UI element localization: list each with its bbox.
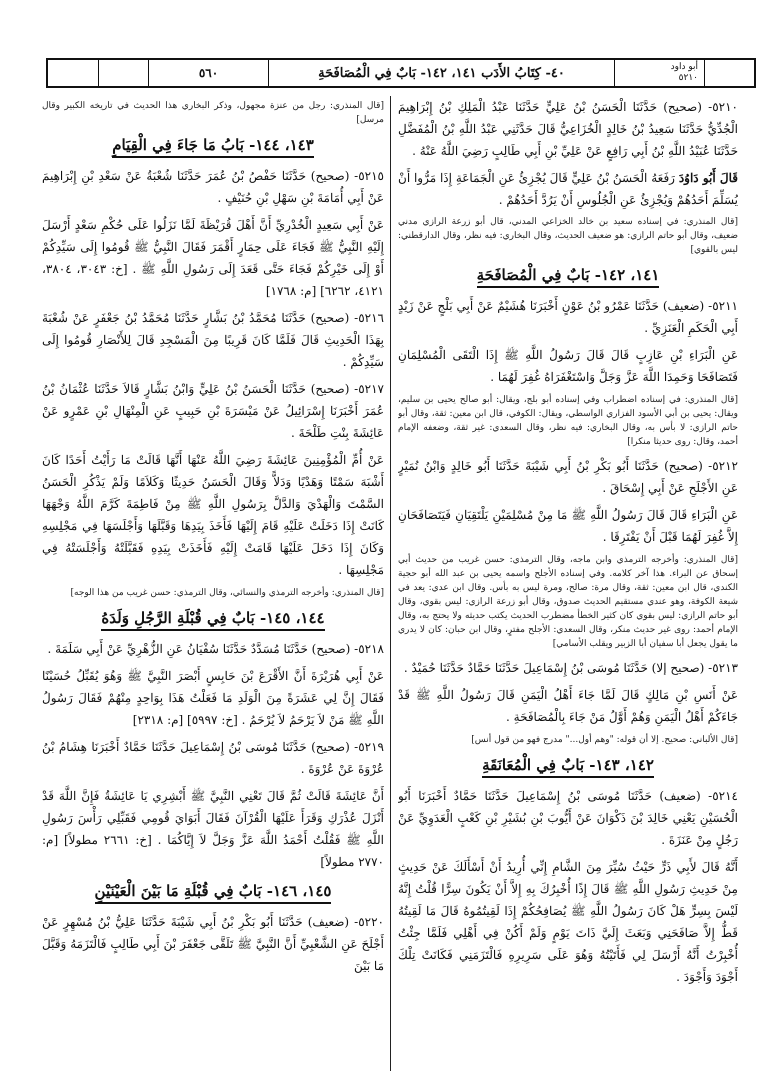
hadith-5217-text: عَنْ أُمِّ الْمُؤْمِنِينَ عَائِشَةَ رَضِيَ اللَّهُ عَنْهَا أَنَّهَا قَالَتْ مَا رَأَيْتُ أَحَدًا كَانَ أَشْبَهَ سَمْتًا وَهَدْيًا وَدَلاًّ وَقَالَ الْحَسَنُ حَدِيثًا وَكَلاَمًا وَلَمْ يَذْكُرِ الْحَسَنُ السَّمْتَ وَالْهَدْيَ وَالدَّلَّ بِرَسُولِ اللَّهِ ﷺ مِنْ فَاطِمَةَ كَرَّمَ اللَّهُ وَجْهَهَا كَانَتْ إِذَا دَخَلَتْ عَلَيْهِ قَامَ إِلَيْهَا فَأَخَذَ بِيَدِهَا وَقَبَّلَهَا وَأَجْلَسَهَا فِي مَجْلِسِهِ وَكَانَ إِذَا دَخَلَ عَلَيْهَا قَامَتْ إِلَيْهِ فَأَخَذَتْ بِيَدِهِ فَقَبَّلَتْهُ وَأَجْلَسَتْهُ فِي مَجْلِسِهَا . (42, 453, 384, 577)
hadith-5213-text: عَنْ أَنَسِ بْنِ مَالِكٍ قَالَ لَمَّا جَاءَ أَهْلُ الْيَمَنِ قَالَ رَسُولُ اللَّهِ ﷺ قَدْ جَاءَكُمْ أَهْلُ الْيَمَنِ وَهُمْ أَوَّلُ مَنْ جَاءَ بِالْمُصَافَحَةِ . (398, 688, 738, 724)
note-5212: [قال المنذري: وأخرجه الترمذي وابن ماجه، وقال الترمذي: حسن غريب من حديث أبي إسحاق عن البراء. هذا آخر كلامه. وفي إسناده الأجلح واسمه يحيى بن عبد الله أبو حجية الكندي، قال ابن معين: ثقة، وقال مرة: صالح، ومرة ليس به بأس. وقال ابن عدي: يعد في شيعة الكوفة، وهو عندي مستقيم الحديث صدوق، وقال أبو زرعة الرازي: ليس بقوي، وقال أبو حاتم الرازي: ليس بقوي كان كثير الخطأ مضطرب الحديث يكتب حديثه ولا يحتج به، وقال الإمام أحمد: روى غير حديث منكر، وقال السعدي: الأجلح مفترٍ، وقال ابن حبان: كان لا يدري ما يقول يجعل أبا سفيان أبا الزبير ويقلب الأسامي] (398, 555, 738, 649)
hadith-5216: ٥٢١٦- (صحيح) حَدَّثَنَا مُحَمَّدُ بْنُ بَشَّارٍ حَدَّثَنَا مُحَمَّدُ بْنُ جَعْفَرٍ عَنْ شُعْبَةَ بِهَذَا الْحَدِيثِ قَالَ فَلَمَّا كَانَ قَرِيبًا مِنَ الْمَسْجِدِ قَالَ لِلأَنْصَارِ قُومُوا إِلَى سَيِّدِكُمْ . (42, 311, 384, 369)
header-box-left-1 (98, 60, 148, 86)
hadith-5210-chain: ٥٢١٠- (صحيح) حَدَّثَنَا الْحَسَنُ بْنُ عَلِيٍّ حَدَّثَنَا عَبْدُ الْمَلِكِ بْنُ إِبْرَاهِيمَ الْجُدِّيُّ حَدَّثَنَا سَعِيدُ بْنُ خَالِدٍ الْخُزَاعِيُّ قَالَ حَدَّثَنِي عَبْدُ اللَّهِ بْنُ الْمُفَضَّلِ حَدَّثَنَا عُبَيْدُ اللَّهِ بْنُ أَبِي رَافِعٍ عَنْ عَلِيِّ بْنِ أَبِي طَالِبٍ رَضِيَ اللَّهُ عَنْهُ . (398, 100, 738, 158)
abu-dawud-text: رَفَعَهُ الْحَسَنُ بْنُ عَلِيٍّ قَالَ يُجْزِئُ عَنِ الْجَمَاعَةِ إِذَا مَرُّوا أَنْ يُسَلِّمَ أَحَدُهُمْ وَيُجْزِئُ عَنِ الْجُلُوسِ أَنْ يَرُدَّ أَحَدُهُمْ . (398, 171, 738, 207)
hadith-5211-chain: ٥٢١١- (ضعيف) حَدَّثَنَا عَمْرُو بْنُ عَوْنٍ أَخْبَرَنَا هُشَيْمٌ عَنْ أَبِي بَلْجٍ عَنْ زَيْدٍ أَبِي الْحَكَمِ الْعَنَزِيِّ . (398, 299, 738, 335)
chapter-heading-kissing-forehead (42, 879, 384, 903)
abu-dawud-comment (398, 167, 738, 211)
chapter-heading-handshake (398, 263, 738, 287)
chapter-heading-text: ١٤٥، ١٤٦- بَابٌ فِي قُبْلَةِ مَا بَيْنَ الْعَيْنَيْنِ (95, 882, 332, 904)
header-box-left-2 (48, 60, 98, 86)
hadith-5215-text: عَنْ أَبِي سَعِيدٍ الْخُدْرِيِّ أَنَّ أَهْلَ قُرَيْظَةَ لَمَّا نَزَلُوا عَلَى حُكْمِ سَعْدٍ أَرْسَلَ إِلَيْهِ النَّبِيُّ ﷺ فَجَاءَ عَلَى حِمَارٍ أَقْمَرَ فَقَالَ النَّبِيُّ ﷺ قُومُوا إِلَى سَيِّدِكُمْ أَوْ إِلَى خَيْرِكُمْ فَجَاءَ حَتَّى قَعَدَ إِلَى رَسُولِ اللَّهِ ﷺ . [خ: ٣٠٤٣، ٣٨٠٤، ٤١٢١، ٦٢٦٢] [م: ١٧٦٨] (42, 218, 384, 298)
hadith-5217-chain: ٥٢١٧- (صحيح) حَدَّثَنَا الْحَسَنُ بْنُ عَلِيٍّ وَابْنُ بَشَّارٍ قَالاَ حَدَّثَنَا عُثْمَانُ بْنُ عُمَرَ أَخْبَرَنَا إِسْرَائِيلُ عَنْ مَيْسَرَةَ بْنِ حَبِيبٍ عَنِ الْمِنْهَالِ بْنِ عَمْرٍو عَنْ عَائِشَةَ بِنْتِ طَلْحَةَ . (42, 382, 384, 440)
hadith-5218-chain: ٥٢١٨- (صحيح) حَدَّثَنَا مُسَدَّدٌ حَدَّثَنَا سُفْيَانُ عَنِ الزُّهْرِيِّ عَنْ أَبِي سَلَمَةَ . (47, 642, 384, 656)
note-5217: [قال المنذري: وأخرجه الترمذي والنسائي، وقال الترمذي: حسن غريب من هذا الوجه] (70, 588, 384, 598)
chapter-heading-standing (42, 133, 384, 157)
column-divider (390, 96, 391, 1071)
note-5211: [قال المنذري: في إسناده اضطراب وفي إسناده أبو بلج، ويقال: أبو صالح يحيى بن سليم، ويقال: يحيى بن أبي الأسود الفزاري الواسطي، ويقال: الكوفي، قال ابن معين: ثقة، وقال أبو حاتم الرازي: لا بأس به، وقال البخاري: فيه نظر، وقال السعدي: غير ثقة، وضعفه الإمام أحمد، وقال: روى حديثا منكرا] (398, 395, 738, 447)
header-hadith-range: ٥٢١٠ (678, 73, 698, 83)
chapter-heading-text: ١٤٢، ١٤٣- بَابٌ فِي الْمُعَانَقَةِ (482, 756, 654, 778)
hadith-5218-text: عَنْ أَبِي هُرَيْرَةَ أَنَّ الأَقْرَعَ بْنَ حَابِسٍ أَبْصَرَ النَّبِيَّ ﷺ وَهُوَ يُقَبِّلُ حُسَيْنًا فَقَالَ إِنَّ لِي عَشَرَةً مِنَ الْوَلَدِ مَا فَعَلْتُ هَذَا بِوَاحِدٍ مِنْهُمْ فَقَالَ رَسُولُ اللَّهِ ﷺ مَنْ لاَ يَرْحَمُ لاَ يُرْحَمُ . [خ: ٥٩٩٧] [م: ٢٣١٨] (42, 669, 384, 727)
header-box-right (704, 60, 754, 86)
chapter-heading-text: ١٤١، ١٤٢- بَابٌ فِي الْمُصَافَحَةِ (477, 266, 660, 288)
hadith-5220: ٥٢٢٠- (ضعيف) حَدَّثَنَا أَبُو بَكْرِ بْنُ أَبِي شَيْبَةَ حَدَّثَنَا عَلِيُّ بْنُ مُسْهِرٍ عَنْ أَجْلَحَ عَنِ الشَّعْبِيِّ أَنَّ النَّبِيَّ ﷺ تَلَقَّى جَعْفَرَ بْنَ أَبِي طَالِبٍ فَالْتَزَمَهُ وَقَبَّلَ مَا بَيْنَ (42, 915, 384, 973)
chapter-heading-text: ١٤٣، ١٤٤- بَابُ مَا جَاءَ فِي الْقِيَامِ (112, 136, 314, 158)
hadith-5214-text: أَنَّهُ قَالَ لأَبِي ذَرٍّ حَيْثُ سُيِّرَ مِنَ الشَّامِ إِنِّي أُرِيدُ أَنْ أَسْأَلَكَ عَنْ حَدِيثٍ مِنْ حَدِيثِ رَسُولِ اللَّهِ ﷺ قَالَ إِذًا أُخْبِرُكَ بِهِ إِلاَّ أَنْ يَكُونَ سِرًّا قُلْتُ إِنَّهُ لَيْسَ بِسِرٍّ هَلْ كَانَ رَسُولُ اللَّهِ ﷺ يُصَافِحُكُمْ إِذَا لَقِيتُمُوهُ قَالَ مَا لَقِيتُهُ قَطُّ إِلاَّ صَافَحَنِي وَبَعَثَ إِلَيَّ ذَاتَ يَوْمٍ وَلَمْ أَكُنْ فِي أَهْلِي فَلَمَّا جِئْتُ أُخْبِرْتُ أَنَّهُ أَرْسَلَ لِي فَأَتَيْتُهُ وَهُوَ عَلَى سَرِيرِهِ فَالْتَزَمَنِي فَكَانَتْ تِلْكَ أَجْوَدَ وَأَجْوَدَ . (398, 860, 738, 984)
note-5213: [قال الألباني: صحيح. إلا أن قوله: "وهم أول..." مدرج فهو من قول أنس] (471, 735, 738, 745)
chapter-heading-kissing-child (42, 606, 384, 630)
abu-dawud-lead: قَالَ أَبُو دَاوُدَ (678, 171, 738, 185)
hadith-5214-chain: ٥٢١٤- (ضعيف) حَدَّثَنَا مُوسَى بْنُ إِسْمَاعِيلَ حَدَّثَنَا حَمَّادٌ أَخْبَرَنَا أَبُو الْحُسَيْنِ يَعْنِي خَالِدَ بْنَ ذَكْوَانَ عَنْ أَيُّوبَ بْنِ بُشَيْرِ بْنِ كَعْبٍ الْعَدَوِيِّ عَنْ رَجُلٍ مِنْ عَنَزَةَ . (398, 789, 738, 847)
hadith-5212-text: عَنِ الْبَرَاءِ قَالَ قَالَ رَسُولُ اللَّهِ ﷺ مَا مِنْ مُسْلِمَيْنِ يَلْتَقِيَانِ فَيَتَصَافَحَانِ إِلاَّ غُفِرَ لَهُمَا قَبْلَ أَنْ يَفْتَرِقَا . (398, 508, 738, 544)
hadith-5212-chain: ٥٢١٢- (صحيح) حَدَّثَنَا أَبُو بَكْرِ بْنُ أَبِي شَيْبَةَ حَدَّثَنَا أَبُو خَالِدٍ وَابْنُ نُمَيْرٍ عَنِ الأَجْلَحِ عَنْ أَبِي إِسْحَاقَ . (398, 459, 738, 495)
header-book-name: أبو داود (670, 62, 698, 72)
chapter-heading-embrace (398, 753, 738, 777)
hadith-5215-chain: ٥٢١٥- (صحيح) حَدَّثَنَا حَفْصُ بْنُ عُمَرَ حَدَّثَنَا شُعْبَةُ عَنْ سَعْدِ بْنِ إِبْرَاهِيمَ عَنْ أَبِي أُمَامَةَ بْنِ سَهْلِ بْنِ حُنَيْفٍ . (42, 169, 384, 205)
page-number: ٥٦٠ (148, 60, 268, 86)
hadith-5211-text: عَنِ الْبَرَاءِ بْنِ عَازِبٍ قَالَ قَالَ رَسُولُ اللَّهِ ﷺ إِذَا الْتَقَى الْمُسْلِمَانِ فَتَصَافَحَا وَحَمِدَا اللَّهَ عَزَّ وَجَلَّ وَاسْتَغْفَرَاهُ غُفِرَ لَهُمَا . (398, 348, 738, 384)
hadith-5219-text: أَنَّ عَائِشَةَ قَالَتْ ثُمَّ قَالَ تَعْنِي النَّبِيَّ ﷺ أَبْشِرِي يَا عَائِشَةُ فَإِنَّ اللَّهَ قَدْ أَنْزَلَ عُذْرَكِ وَقَرَأَ عَلَيْهَا الْقُرْآنَ فَقَالَ أَبَوَايَ قُومِي فَقَبِّلِي رَأْسَ رَسُولِ اللَّهِ ﷺ فَقُلْتُ أَحْمَدُ اللَّهَ عَزَّ وَجَلَّ لاَ إِيَّاكُمَا . [خ: ٢٦٦١ مطولاً] [م: ٢٧٧٠ مطولاً] (42, 789, 384, 869)
header-book-info (614, 60, 704, 86)
header-title: ٤٠- كِتَابُ الأَدَب ١٤١، ١٤٢- بَابٌ فِي الْمُصَافَحَةِ (268, 60, 614, 86)
chapter-heading-text: ١٤٤، ١٤٥- بَابٌ فِي قُبْلَةِ الرَّجُلِ وَلَدَهُ (101, 609, 324, 631)
note-5210: [قال المنذري: في إسناده سعيد بن خالد الخزاعي المدني، قال أبو زرعة الرازي مدني ضعيف، وقال أبو حاتم الرازي: هو ضعيف الحديث، وقال البخاري: فيه نظر، وقال الدارقطني: ليس بالقوي] (398, 217, 738, 255)
hadith-5219-chain: ٥٢١٩- (صحيح) حَدَّثَنَا مُوسَى بْنُ إِسْمَاعِيلَ حَدَّثَنَا حَمَّادٌ أَخْبَرَنَا هِشَامُ بْنُ عُرْوَةَ عَنْ عُرْوَةَ . (42, 740, 384, 776)
hadith-5213-chain: ٥٢١٣- (صحيح إلا) حَدَّثَنَا مُوسَى بْنُ إِسْمَاعِيلَ حَدَّثَنَا حَمَّادٌ حَدَّثَنَا حُمَيْدٌ . (403, 661, 738, 675)
right-column (398, 96, 738, 1076)
note-5214: [قال المنذري: رجل من عنزة مجهول، وذكر البخاري هذا الحديث في تاريخه الكبير وقال مرسل] (42, 101, 384, 125)
page-header (46, 58, 756, 88)
left-column (42, 96, 384, 1076)
